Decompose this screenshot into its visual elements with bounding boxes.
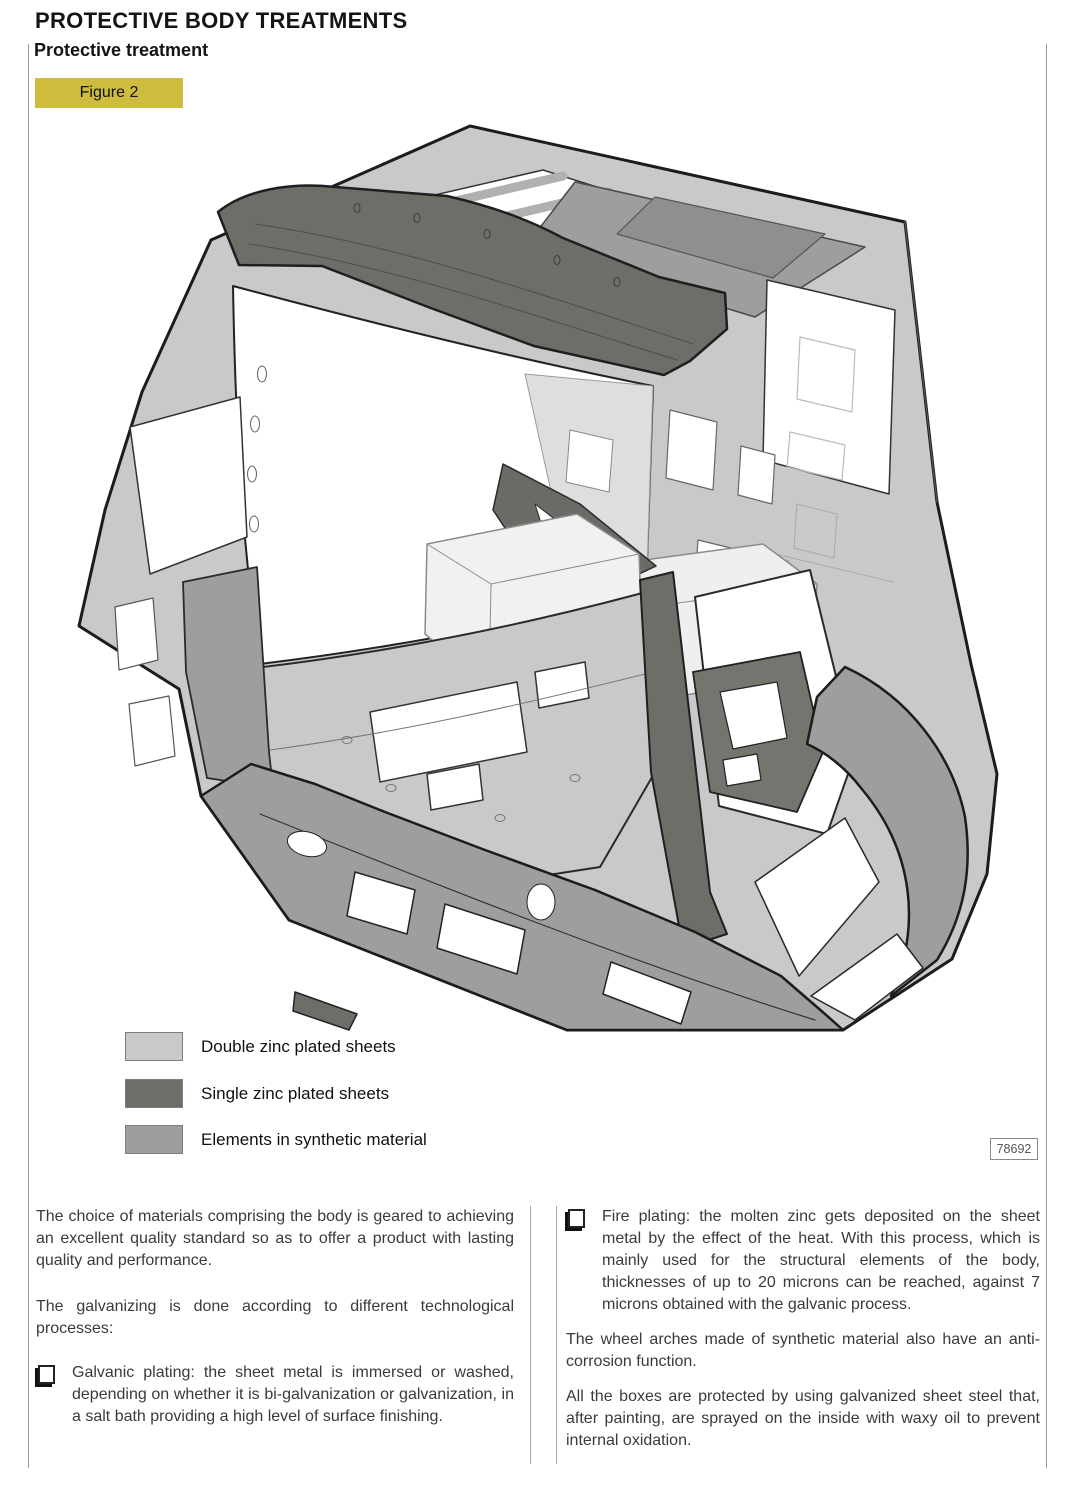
- right-column: [566, 1206, 1040, 1452]
- bullet-item-fire-plating: [566, 1206, 1040, 1316]
- legend-item-synthetic: [125, 1125, 427, 1154]
- page-subtitle: Protective treatment: [34, 40, 209, 60]
- figure-area: [55, 112, 1045, 1037]
- legend-label: Double zinc plated sheets: [201, 1036, 396, 1056]
- legend-item-double-zinc: [125, 1032, 396, 1061]
- legend-swatch-single-zinc: [125, 1079, 183, 1108]
- square-bullet-icon: [38, 1365, 55, 1384]
- legend-swatch-double-zinc: [125, 1032, 183, 1061]
- right-page-rule: [1046, 44, 1047, 1468]
- column-rule-left: [530, 1206, 531, 1464]
- legend-item-single-zinc: [125, 1079, 389, 1108]
- bullet-item-galvanic-plating: [36, 1362, 514, 1428]
- rear-right-opening: [763, 280, 895, 494]
- figure-code-box: 78692: [990, 1138, 1038, 1160]
- left-page-rule: [28, 44, 29, 1468]
- column-rule-right: [556, 1206, 557, 1464]
- paragraph: The choice of materials comprising the body is geared to achieving an excellent quality standard so as to offer a product with lasting quality and performance.: [36, 1208, 514, 1269]
- legend-label: Single zinc plated sheets: [201, 1083, 390, 1103]
- step-dark-small: [293, 992, 357, 1030]
- figure-label: Figure 2: [35, 78, 183, 108]
- paragraph: All the boxes are protected by using galvanized sheet steel that, after painting, are sprayed on the inside with waxy oil to prevent internal oxidation.: [566, 1388, 1040, 1449]
- bullet-text: Fire plating: the molten zinc gets deposited on the sheet metal by the effect of the heat. With this process, which is mainly used for the structural elements of the body, thicknesses of up to 20 microns can be reached, against 7 microns obtained with the galvanic process.: [602, 1208, 1040, 1313]
- page-title: PROTECTIVE BODY TREATMENTS: [35, 8, 408, 33]
- bullet-text: Galvanic plating: the sheet metal is immersed or washed, depending on whether it is bi-galvanization or galvanization, in a salt bath providing a high level of surface finishing.: [72, 1364, 514, 1425]
- paragraph: The wheel arches made of synthetic material also have an anti-corrosion function.: [566, 1331, 1040, 1370]
- legend-swatch-synthetic: [125, 1125, 183, 1154]
- square-bullet-icon: [568, 1209, 585, 1228]
- truck-cab-illustration: [55, 112, 1045, 1037]
- left-column: [36, 1206, 514, 1428]
- paragraph: The galvanizing is done according to different technological processes:: [36, 1298, 514, 1337]
- legend-label: Elements in synthetic material: [201, 1129, 427, 1149]
